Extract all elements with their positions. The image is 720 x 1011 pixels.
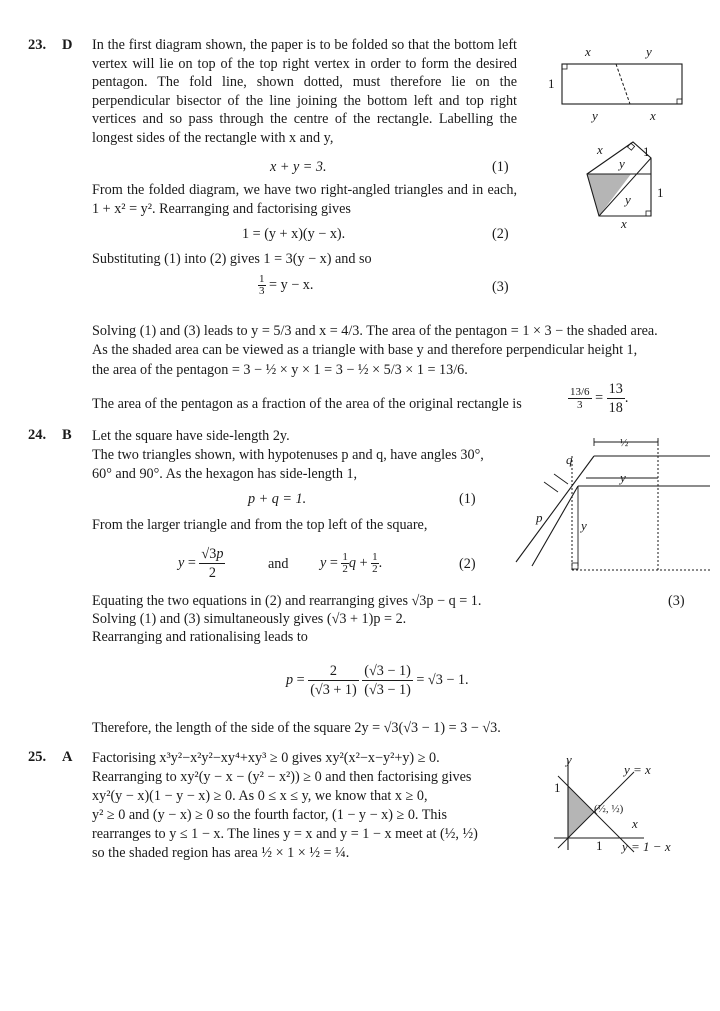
solution-paragraph: From the folded diagram, we have two right-angled triangles and in each, 1 + x² = y². Rearranging and factorising gives [92,182,517,217]
equation-number: (2) [492,226,509,242]
solution-line: The area of the pentagon as a fraction of the area of the original rectangle is [92,396,522,412]
diagram-label: y [625,192,631,207]
fraction-root3p-over-2: $\frac{√3p}{2}$ [201,546,224,581]
diagram-label: 1 [596,838,603,853]
equation-number: (1) [459,491,476,507]
pentagon-diagram [575,130,695,230]
solution-line: Solving (1) and (3) leads to y = 5/3 and x = 4/3. The area of the pentagon = 1 × 3 − the shaded area. [92,323,658,339]
diagram-label: y [620,470,626,485]
equation-number: (2) [459,556,476,572]
diagram-label: 1 [548,76,555,91]
final-fraction: $\frac{13/6}{3}$ = $\frac{13}{18}$ . [570,381,629,416]
solution-line: As the shaded area can be viewed as a triangle with base y and therefore perpendicular height 1, [92,342,638,358]
result-fraction: $\frac{13}{18}$ [608,381,623,416]
diagram-label: x [597,142,603,157]
diagram-label: (½, ½) [594,803,624,815]
equation: 1 = (y + x)(y − x). [242,226,346,242]
equation: p = $\frac{2}{(√3 + 1)}$ $\frac{(√3 - 1)}{(√3 - 1)}$ = √3 − 1. [286,663,469,698]
solution-line: Rearranging and rationalising leads to [92,629,308,645]
equation: y = $\frac{√3p}{2}$ [178,546,224,581]
solution-line: Rearranging to xy²(y − x − (y² − x²)) ≥ 0 and then factorising gives [92,769,472,785]
diagram-label: p [536,510,543,525]
hexagon-square-diagram [510,430,710,610]
diagram-label: y [646,44,652,59]
equation-number: (3) [492,279,509,295]
diagram-label: 1 [643,144,650,159]
equation-number: (3) [668,593,685,609]
equation-connector: and [268,556,289,572]
diagram-label: y [592,108,598,123]
equation: x + y = 3. [270,159,327,175]
solution-paragraph: From the larger triangle and from the top left of the square, [92,517,428,533]
diagram-label: y = x [624,762,651,777]
diagram-label: y = 1 − x [622,839,671,854]
diagram-label: 1 [657,185,664,200]
solution-line: so the shaded region has area ½ × 1 × ½ = ¼. [92,845,350,861]
diagram-label: y [619,156,625,171]
solution-paragraph: Substituting (1) into (2) gives 1 = 3(y − x) and so [92,251,372,267]
diagram-label: x [621,216,627,231]
equation: y = $\frac{1}{2}$ q + $\frac{1}{2}$ . [320,551,383,575]
diagram-label: ½ [620,437,629,449]
solution-line: Solving (1) and (3) simultaneously gives (√3 + 1)p = 2. [92,611,407,627]
equation-rhs: = y − x. [269,276,314,293]
solution-line: y² ≥ 0 and (y − x) ≥ 0 so the fourth factor, (1 − y − x) ≥ 0. This [92,807,447,823]
question-answer: B [62,427,72,443]
area-ratio: $\frac{13/6}{3}$ [570,386,590,411]
solution-paragraph: The two triangles shown, with hypotenuses p and q, have angles 30°, 60° and 90°. As the hexagon has side-length 1, [92,447,484,482]
diagram-label: x [585,44,591,59]
question-answer: A [62,749,73,765]
diagram-label: y [581,518,587,533]
solution-line: xy²(y − x)(1 − y − x) ≥ 0. As 0 ≤ x ≤ y, we know that x ≥ 0, [92,788,428,804]
solution-line: Factorising x³y²−x²y²−xy⁴+xy³ ≥ 0 gives xy²(x²−x−y²+y) ≥ 0. [92,750,440,766]
solution-line: rearranges to y ≤ 1 − x. The lines y = x and y = 1 − x meet at (½, ½) [92,826,478,842]
inequality-region-diagram [548,752,698,862]
question-number: 24. [28,427,47,443]
fraction-one-third: $\frac{1}{3}$ [259,273,265,297]
solution-line: Therefore, the length of the side of the square 2y = √3(√3 − 1) = 3 − √3. [92,720,501,736]
diagram-label: y [566,752,572,767]
solution-paragraph: In the first diagram shown, the paper is to be folded so that the bottom left vertex will lie on top of the top right vertex in order to form the desired pentagon. The fold line, shown dotted, must therefore lie on the perpendicular bisector of the line joining the bottom left and top right vertices and so pass through the centre of the rectangle. Labelling the longest sides of the rectangle with x and y, [92,37,517,146]
rectangle-fold-diagram [540,40,700,130]
question-number: 23. [28,37,47,53]
solution-line: Equating the two equations in (2) and rearranging gives √3p − q = 1. [92,593,482,609]
solution-paragraph: Let the square have side-length 2y. [92,428,290,444]
question-answer: D [62,37,73,53]
equation: p + q = 1. [248,491,307,507]
diagram-label: x [650,108,656,123]
diagram-label: q [566,452,573,467]
question-number: 25. [28,749,47,765]
diagram-label: x [632,816,638,831]
equation [258,274,313,297]
equation-number: (1) [492,159,509,175]
diagram-label: 1 [554,780,561,795]
solution-line: the area of the pentagon = 3 − ½ × y × 1 = 3 − ½ × 5/3 × 1 = 13/6. [92,362,468,378]
